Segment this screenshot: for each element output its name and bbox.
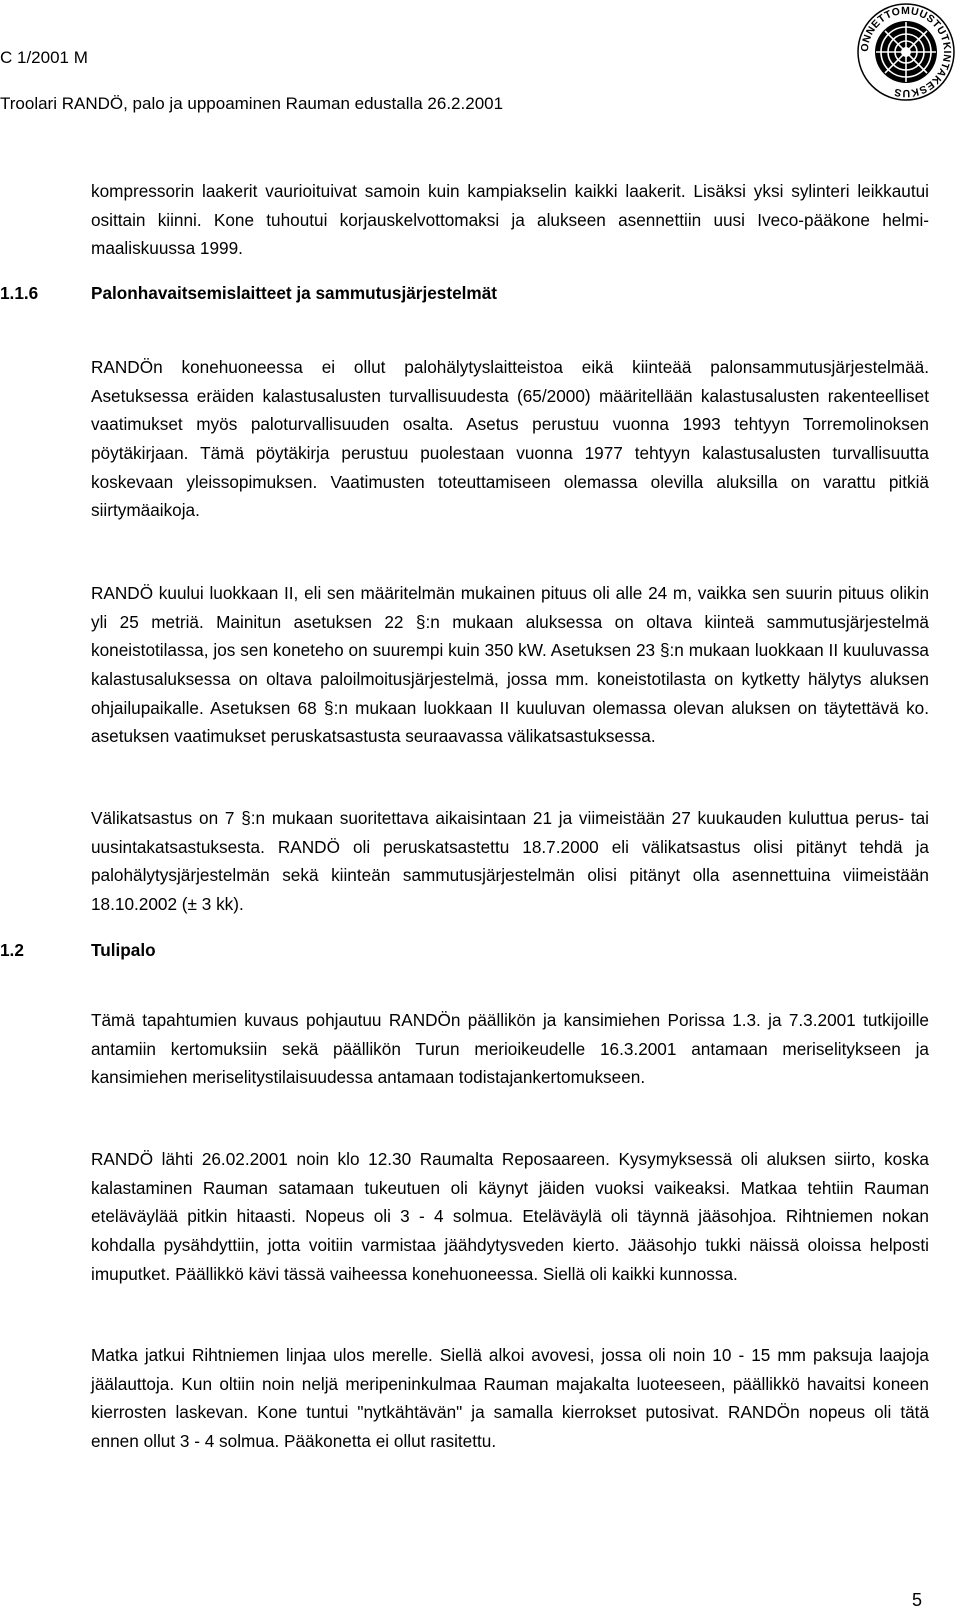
- document-title: Troolari RANDÖ, palo ja uppoaminen Rauman edustalla 26.2.2001: [0, 94, 504, 113]
- section-title: Palonhavaitsemislaitteet ja sammutusjärjestelmät: [91, 283, 497, 303]
- section-1-1-6-paragraph-2: [91, 562, 929, 768]
- section-title-1-1-6: [91, 283, 497, 304]
- page-header: [0, 0, 960, 130]
- intro-paragraph: [91, 160, 929, 280]
- section-number: 1.1.6: [0, 283, 39, 303]
- section-heading-1-1-6: [0, 283, 38, 304]
- paragraph: Matka jatkui Rihtniemen linjaa ulos merelle. Siellä alkoi avovesi, jossa oli noin 10 - 15 mm paksuja laajoja jäälauttoja. Kun oltiin noin neljä meripeninkulmaa Rauman majakalta luoteeseen, päällikkö havaitsi koneen kierrosten laskevan. Kone tuntui "nytkähtävän" ja samalla kierrokset putosivat. RANDÖn nopeus oli tätä ennen ollut 3 - 4 solmua. Pääkonetta ei ollut rasitettu.: [91, 1345, 929, 1451]
- paragraph: kompressorin laakerit vaurioituivat samoin kuin kampiakselin kaikki laakerit. Lisäksi yksi sylinteri leikkautui osittain kiinni. Kone tuhoutui korjauskelvottomaksi ja alukseen asennettiin uusi Iveco-pääkone helmi-maaliskuussa 1999.: [91, 181, 929, 259]
- section-number: 1.2: [0, 940, 24, 960]
- paragraph: RANDÖ lähti 26.02.2001 noin klo 12.30 Raumalta Reposaareen. Kysymyksessä oli aluksen siirto, koska kalastaminen Rauman satamaan tukeutuen oli käynyt jäiden vuoksi vaikeaksi. Matkaa tehtiin Rauman eteläväylää pitkin hitaasti. Nopeus oli 3 - 4 solmua. Eteläväylä oli täynnä jääsohjoa. Rihtniemen nokan kohdalla pysähdyttiin, jotta voitiin varmistaa jäähdytysveden kierto. Jääsohjo tukki näissä oloissa helposti imuputket. Päällikkö kävi tässä vaiheessa konehuoneessa. Siellä oli kaikki kunnossa.: [91, 1149, 929, 1284]
- page-number: 5: [912, 1590, 923, 1610]
- paragraph: RANDÖ kuului luokkaan II, eli sen määritelmän mukainen pituus oli alle 24 m, vaikka sen suurin pituus olikin yli 25 metriä. Mainitun asetuksen 22 §:n mukaan aluksessa on oltava kiinteä sammutusjärjestelmä koneistotilassa, jos sen koneteho on suurempi kuin 350 kW. Asetuksen 23 §:n mukaan luokkaan II kuuluvassa kalastusaluksessa on oltava paloilmoitusjärjestelmä, jossa mm. koneistotilasta on kytketty hälytys aluksen ohjailupaikalle. Asetuksen 68 §:n mukaan luokkaan II kuuluvan olemassa olevan aluksen on täytettävä ko. asetuksen vaatimukset peruskatsastusta seuraavassa välikatsastuksessa.: [91, 583, 929, 747]
- paragraph: Välikatsastus on 7 §:n mukaan suoritettava aikaisintaan 21 ja viimeistään 27 kuukauden kuluttua perus- tai uusintakatsastuksesta. RANDÖ oli peruskatsastettu 18.7.2000 eli välikatsastus olisi pitänyt tehdä ja palohälytysjärjestelmän sekä kiinteän sammutusjärjestelmän olisi pitänyt olla asennettuina viimeistään 18.10.2002 (± 3 kk).: [91, 808, 929, 914]
- onnettomuustutkintakeskus-seal-icon: [856, 2, 956, 102]
- document-code: C 1/2001 M: [0, 48, 88, 67]
- section-title-1-2: [91, 940, 156, 961]
- paragraph: Tämä tapahtumien kuvaus pohjautuu RANDÖn päällikön ja kansimiehen Porissa 1.3. ja 7.3.2001 tutkijoille antamiin kertomuksiin sekä päällikön Turun merioikeudelle 16.3.2001 antamaan meriselitykseen ja kansimiehen meriselitystilaisuudessa antamaan todistajankertomukseen.: [91, 1010, 929, 1088]
- section-1-2-paragraph-3: [91, 1324, 929, 1473]
- section-1-2-paragraph-2: [91, 1128, 929, 1305]
- seal-lettering: ONNETTOMUUSTUTKINTAKESKUS: [858, 4, 954, 100]
- paragraph: RANDÖn konehuoneessa ei ollut palohälytyslaitteistoa eikä kiinteää palonsammutusjärjestelmää. Asetuksessa eräiden kalastusalusten turvallisuudesta (65/2000) määritellään kalastusalusten rakenteelliset vaatimukset myös paloturvallisuuden osalta. Asetus perustuu vuonna 1993 tehtyyn Torremolinoksen pöytäkirjaan. Tämä pöytäkirja perustuu puolestaan vuonna 1977 tehtyyn kalastusalusten turvallisuutta koskevaan yleissopimuksen. Vaatimusten toteuttamiseen olemassa olevilla aluksilla on varattu pitkiä siirtymäaikoja.: [91, 357, 929, 521]
- section-title: Tulipalo: [91, 940, 156, 960]
- section-1-1-6-paragraph-1: [91, 336, 929, 542]
- section-1-2-paragraph-1: [91, 989, 929, 1109]
- section-heading-1-2: [0, 940, 24, 961]
- section-1-1-6-paragraph-3: [91, 787, 929, 936]
